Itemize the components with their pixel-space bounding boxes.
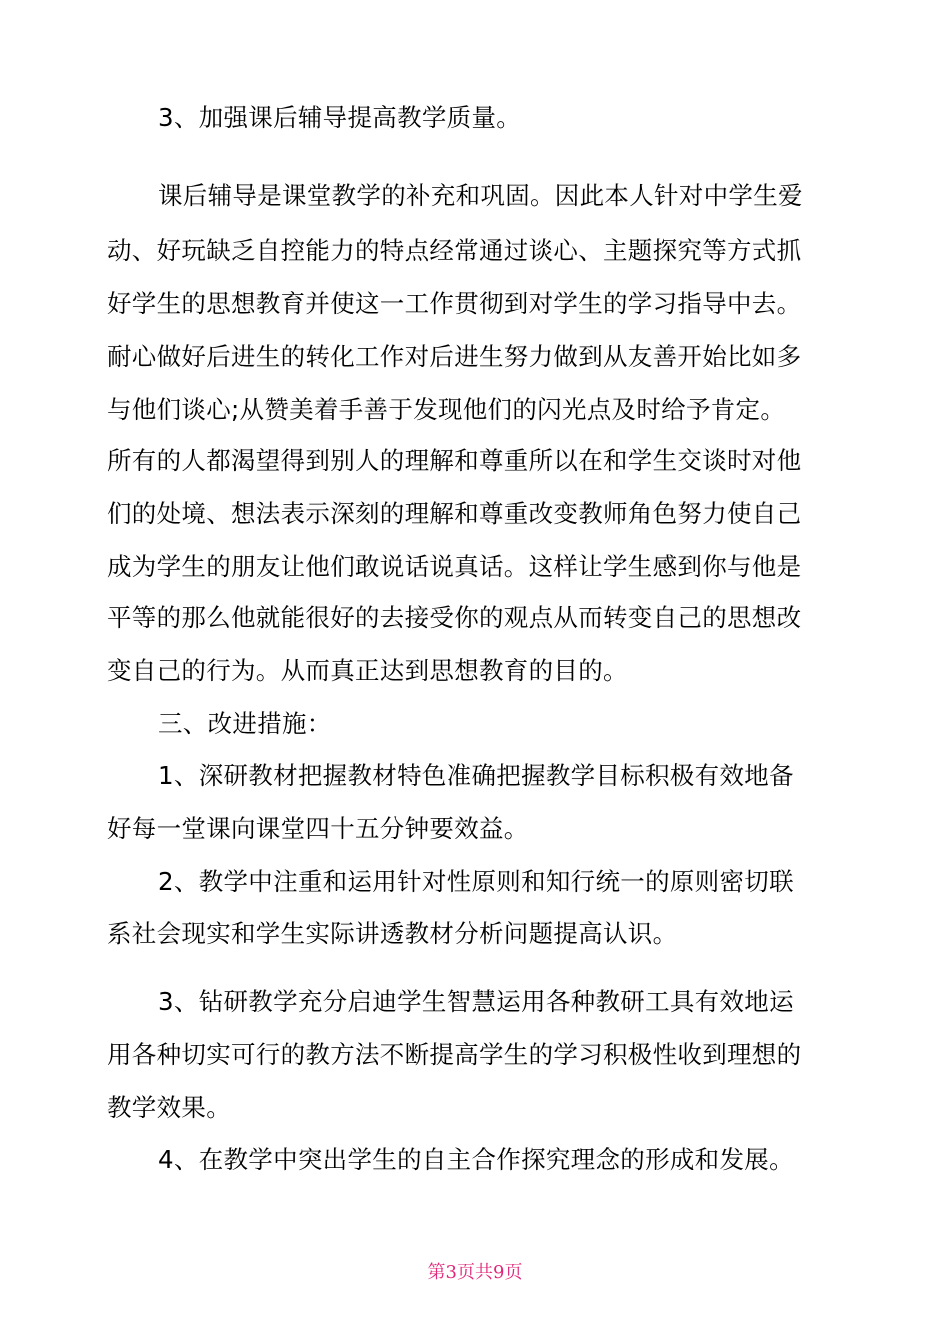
text-line-15: 2、教学中注重和运用针对性原则和知行统一的原则密切联: [158, 867, 794, 896]
text-line-14: 好每一堂课向课堂四十五分钟要效益。: [107, 814, 529, 843]
text-line-6: 与他们谈心;从赞美着手善于发现他们的闪光点及时给予肯定。: [107, 395, 786, 424]
text-line-18: 用各种切实可行的教方法不断提高学生的学习积极性收到理想的: [107, 1040, 802, 1069]
text-line-11: 变自己的行为。从而真正达到思想教育的目的。: [107, 656, 628, 685]
text-line-10: 平等的那么他就能很好的去接受你的观点从而转变自己的思想改: [107, 603, 802, 632]
page-number-footer: 第3页共9页: [427, 1262, 523, 1283]
text-line-4: 好学生的思想教育并使这一工作贯彻到对学生的学习指导中去。: [107, 289, 802, 318]
text-line-19: 教学效果。: [107, 1093, 231, 1122]
text-line-20: 4、在教学中突出学生的自主合作探究理念的形成和发展。: [158, 1145, 794, 1174]
text-line-17: 3、钻研教学充分启迪学生智慧运用各种教研工具有效地运: [158, 987, 794, 1016]
text-line-7: 所有的人都渴望得到别人的理解和尊重所以在和学生交谈时对他: [107, 446, 802, 475]
section-heading: 三、改进措施：: [158, 709, 332, 738]
text-line-16: 系社会现实和学生实际讲透教材分析问题提高认识。: [107, 919, 678, 948]
text-line-5: 耐心做好后进生的转化工作对后进生努力做到从友善开始比如多: [107, 342, 802, 371]
text-line-2: 课后辅导是课堂教学的补充和巩固。因此本人针对中学生爱: [158, 181, 803, 210]
text-line-1: 3、加强课后辅导提高教学质量。: [158, 103, 522, 132]
text-line-8: 们的处境、想法表示深刻的理解和尊重改变教师角色努力使自己: [107, 499, 802, 528]
text-line-9: 成为学生的朋友让他们敢说话说真话。这样让学生感到你与他是: [107, 552, 802, 581]
text-line-13: 1、深研教材把握教材特色准确把握教学目标积极有效地备: [158, 761, 794, 790]
text-line-3: 动、好玩缺乏自控能力的特点经常通过谈心、主题探究等方式抓: [107, 236, 802, 265]
